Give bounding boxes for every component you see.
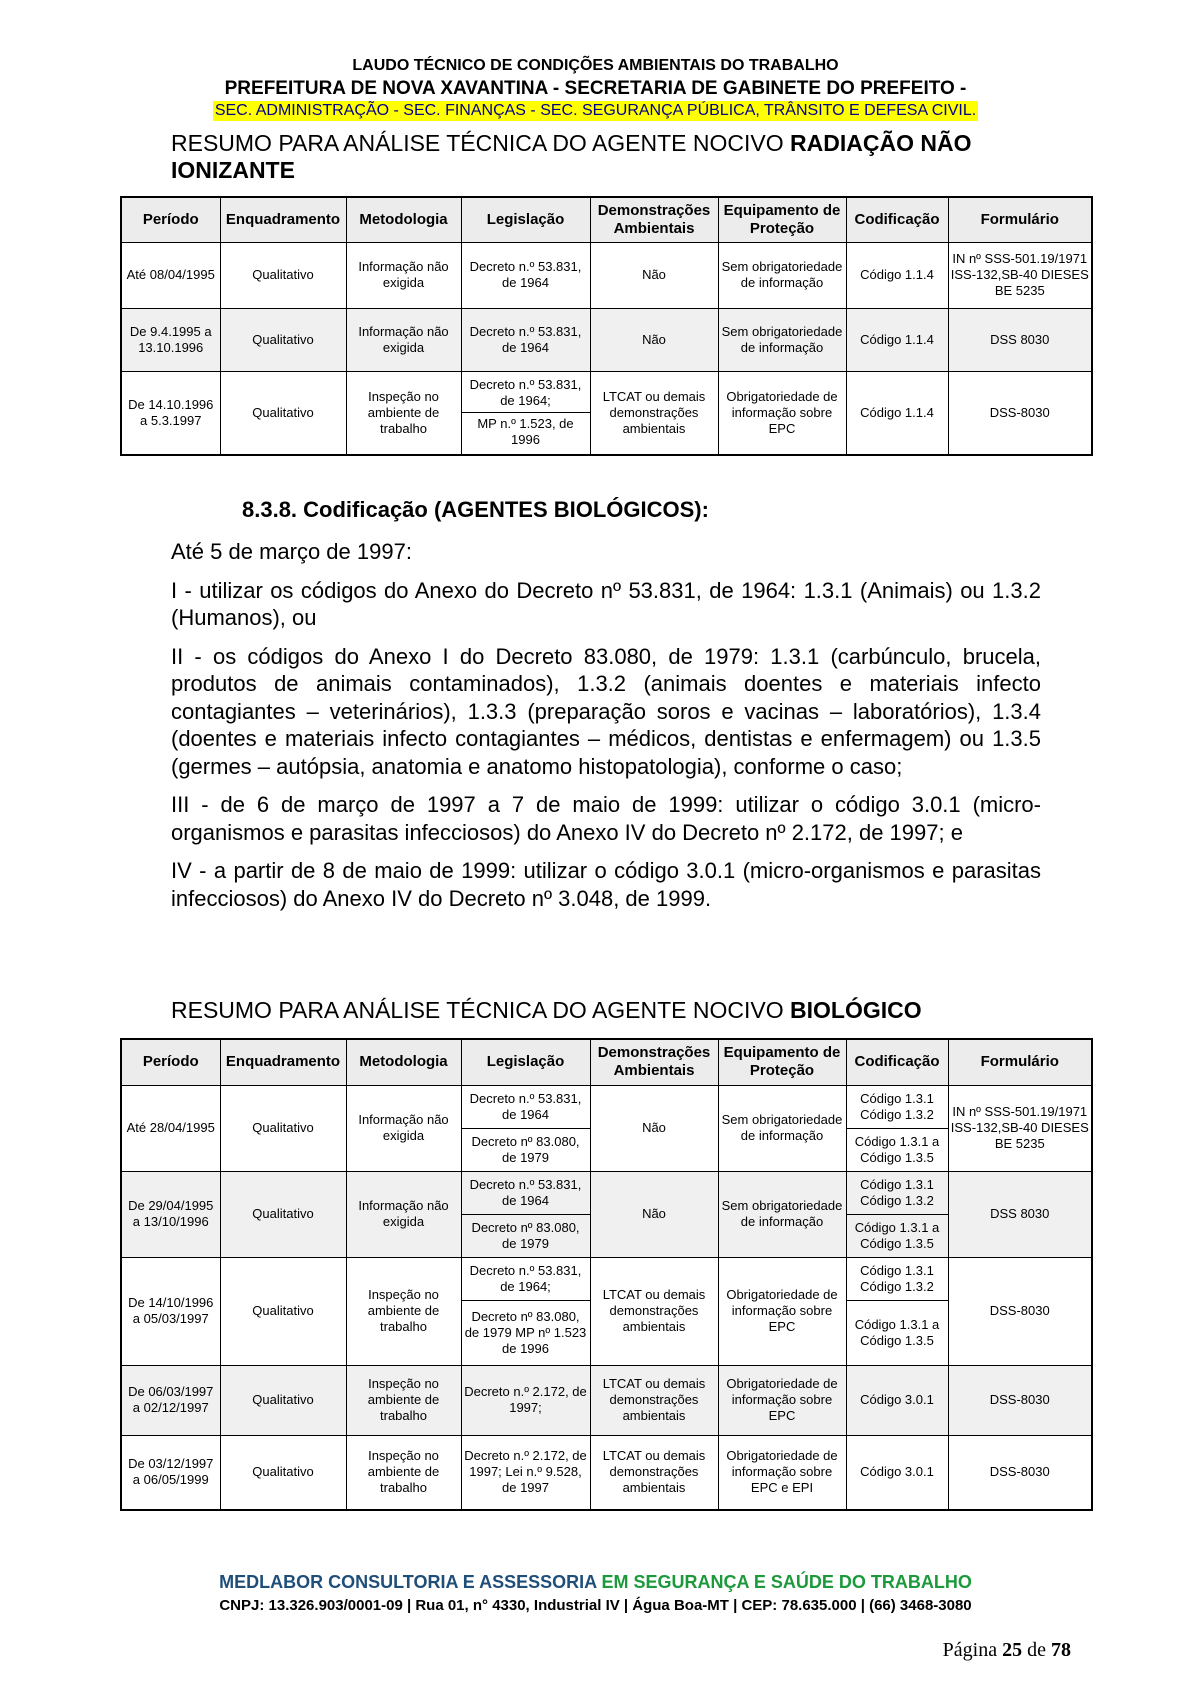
cell: LTCAT ou demais demonstrações ambientais xyxy=(590,1365,718,1435)
cell: Inspeção no ambiente de trabalho xyxy=(346,1257,461,1365)
section2-heading: 8.3.8. Codificação (AGENTES BIOLÓGICOS): xyxy=(242,497,709,522)
cell: LTCAT ou demais demonstrações ambientais xyxy=(590,371,718,455)
cell: LTCAT ou demais demonstrações ambientais xyxy=(590,1257,718,1365)
cell: Informação não exigida xyxy=(346,308,461,371)
cell: Código 1.1.4 xyxy=(846,242,948,308)
cell: Qualitativo xyxy=(220,371,346,455)
cell: Qualitativo xyxy=(220,1257,346,1365)
cell: Código 1.1.4 xyxy=(846,308,948,371)
section2-body xyxy=(171,538,1041,923)
cell: DSS-8030 xyxy=(948,1365,1092,1435)
col-formulario: Formulário xyxy=(948,197,1092,242)
divider xyxy=(462,412,590,413)
section1-title-plain: RESUMO PARA ANÁLISE TÉCNICA DO AGENTE NOCIVO xyxy=(171,130,791,156)
col-demonstracoes: Demonstrações Ambientais xyxy=(590,1039,718,1085)
cell: Obrigatoriedade de informação sobre EPC xyxy=(718,1365,846,1435)
cell: Qualitativo xyxy=(220,1365,346,1435)
page-of: de xyxy=(1022,1639,1051,1661)
header-line-3-wrap xyxy=(0,101,1191,121)
cell: Decreto n.º 53.831, de 1964 xyxy=(461,1171,590,1214)
cell: Decreto n.º 53.831, de 1964 xyxy=(461,308,590,371)
col-metodologia: Metodologia xyxy=(346,1039,461,1085)
page-current: 25 xyxy=(1002,1639,1023,1661)
table-row xyxy=(121,1257,1092,1300)
cell: De 06/03/1997 a 02/12/1997 xyxy=(121,1365,220,1435)
cell: Código 3.0.1 xyxy=(846,1435,948,1510)
cell: Qualitativo xyxy=(220,1435,346,1510)
cell: Sem obrigatoriedade de informação xyxy=(718,1085,846,1171)
cell: DSS-8030 xyxy=(948,1435,1092,1510)
footer-contact: CNPJ: 13.326.903/0001-09 | Rua 01, n° 4330, Industrial IV | Água Boa-MT | CEP: 78.635.000 | (66) 3468-3080 xyxy=(219,1597,972,1614)
section3-title-bold: BIOLÓGICO xyxy=(790,997,922,1023)
cell: Não xyxy=(590,308,718,371)
cell: De 29/04/1995 a 13/10/1996 xyxy=(121,1171,220,1257)
footer-company xyxy=(0,1572,1191,1593)
cell: Código 1.3.1 a Código 1.3.5 xyxy=(846,1300,948,1365)
table2-header-row xyxy=(121,1039,1092,1085)
paragraph: Até 5 de março de 1997: xyxy=(171,539,412,564)
page-label: Página xyxy=(942,1639,1003,1661)
paragraph: III - de 6 de março de 1997 a 7 de maio de 1999: utilizar o código 3.0.1 (micro-organismos e parasitas infecciosos) do Anexo IV do Decreto nº 2.172, de 1997; e xyxy=(171,792,1041,845)
cell: De 14/10/1996 a 05/03/1997 xyxy=(121,1257,220,1365)
table-row xyxy=(121,1171,1092,1214)
cell: Não xyxy=(590,1171,718,1257)
table-radiacao xyxy=(120,196,1093,456)
cell: Código 1.3.1 a Código 1.3.5 xyxy=(846,1128,948,1171)
cell: Código 3.0.1 xyxy=(846,1365,948,1435)
cell-text: Decreto n.º 53.831, de 1964; xyxy=(469,377,582,409)
col-formulario: Formulário xyxy=(948,1039,1092,1085)
cell: Informação não exigida xyxy=(346,1085,461,1171)
cell: De 14.10.1996 a 5.3.1997 xyxy=(121,371,220,455)
table-biologico xyxy=(120,1038,1093,1511)
col-periodo: Período xyxy=(121,1039,220,1085)
table-row xyxy=(121,308,1092,371)
col-enquadramento: Enquadramento xyxy=(220,1039,346,1085)
section1-title-bold: RADIAÇÃO NÃO IONIZANTE xyxy=(171,130,972,183)
col-codificacao: Codificação xyxy=(846,197,948,242)
cell: Código 1.1.4 xyxy=(846,371,948,455)
cell: IN nº SSS-501.19/1971 ISS-132,SB-40 DIESES BE 5235 xyxy=(948,1085,1092,1171)
cell: Decreto n.º 53.831, de 1964 xyxy=(461,242,590,308)
cell: Decreto nº 83.080, de 1979 MP nº 1.523 de 1996 xyxy=(461,1300,590,1365)
cell: IN nº SSS-501.19/1971 ISS-132,SB-40 DIESES BE 5235 xyxy=(948,242,1092,308)
cell: DSS-8030 xyxy=(948,1257,1092,1365)
col-legislacao: Legislação xyxy=(461,1039,590,1085)
page-number xyxy=(943,1639,1071,1662)
col-demonstracoes: Demonstrações Ambientais xyxy=(590,197,718,242)
cell: Decreto n.º 2.172, de 1997; Lei n.º 9.528, de 1997 xyxy=(461,1435,590,1510)
col-legislacao: Legislação xyxy=(461,197,590,242)
cell: Código 1.3.1 a Código 1.3.5 xyxy=(846,1214,948,1257)
cell: Código 1.3.1 Código 1.3.2 xyxy=(846,1257,948,1300)
cell: Qualitativo xyxy=(220,1171,346,1257)
cell: DSS-8030 xyxy=(948,371,1092,455)
header-line-2: PREFEITURA DE NOVA XAVANTINA - SECRETARIA DE GABINETE DO PREFEITO - xyxy=(224,78,967,99)
cell: De 03/12/1997 a 06/05/1999 xyxy=(121,1435,220,1510)
cell: Obrigatoriedade de informação sobre EPC e EPI xyxy=(718,1435,846,1510)
table-row xyxy=(121,371,1092,455)
page-total: 78 xyxy=(1051,1639,1071,1661)
section3-title xyxy=(171,997,1041,1024)
cell: DSS 8030 xyxy=(948,308,1092,371)
cell: Até 08/04/1995 xyxy=(121,242,220,308)
col-equipamento: Equipamento de Proteção xyxy=(718,197,846,242)
cell: Código 1.3.1 Código 1.3.2 xyxy=(846,1085,948,1128)
paragraph: II - os códigos do Anexo I do Decreto 83.080, de 1979: 1.3.1 (carbúnculo, brucela, produtos de animais contaminados), 1.3.2 (animais doentes e materiais infecto contagiantes – veterinários), 1.3.3 (preparação soros e vacinas – laboratórios), 1.3.4 (doentes e materiais infecto contagiantes – médicos, dentistas e enfermagem) ou 1.3.5 (germes – autópsia, anatomia e anatomo histopatologia), conforme o caso; xyxy=(171,643,1041,779)
cell: Sem obrigatoriedade de informação xyxy=(718,1171,846,1257)
cell: Obrigatoriedade de informação sobre EPC xyxy=(718,371,846,455)
cell: Código 1.3.1 Código 1.3.2 xyxy=(846,1171,948,1214)
cell: Informação não exigida xyxy=(346,242,461,308)
cell: Qualitativo xyxy=(220,242,346,308)
paragraph: IV - a partir de 8 de maio de 1999: utilizar o código 3.0.1 (micro-organismos e parasitas infecciosos) do Anexo IV do Decreto nº 3.048, de 1999. xyxy=(171,858,1041,911)
table-row xyxy=(121,1085,1092,1128)
cell: Decreto nº 83.080, de 1979 xyxy=(461,1214,590,1257)
cell: Sem obrigatoriedade de informação xyxy=(718,308,846,371)
table-row xyxy=(121,1435,1092,1510)
cell: Não xyxy=(590,242,718,308)
col-codificacao: Codificação xyxy=(846,1039,948,1085)
cell: Não xyxy=(590,1085,718,1171)
header-line-3: SEC. ADMINISTRAÇÃO - SEC. FINANÇAS - SEC. SEGURANÇA PÚBLICA, TRÂNSITO E DEFESA CIVIL. xyxy=(214,102,977,119)
cell: Qualitativo xyxy=(220,308,346,371)
col-periodo: Período xyxy=(121,197,220,242)
footer-company-blue: MEDLABOR CONSULTORIA E ASSESSORIA xyxy=(219,1572,597,1592)
section1-title xyxy=(171,130,1041,184)
cell: Inspeção no ambiente de trabalho xyxy=(346,1435,461,1510)
cell: Obrigatoriedade de informação sobre EPC xyxy=(718,1257,846,1365)
cell: Qualitativo xyxy=(220,1085,346,1171)
cell: Informação não exigida xyxy=(346,1171,461,1257)
col-metodologia: Metodologia xyxy=(346,197,461,242)
col-equipamento: Equipamento de Proteção xyxy=(718,1039,846,1085)
cell: Decreto n.º 53.831, de 1964 xyxy=(461,1085,590,1128)
cell: Até 28/04/1995 xyxy=(121,1085,220,1171)
col-enquadramento: Enquadramento xyxy=(220,197,346,242)
cell: Inspeção no ambiente de trabalho xyxy=(346,371,461,455)
header-line-1: LAUDO TÉCNICO DE CONDIÇÕES AMBIENTAIS DO TRABALHO xyxy=(352,57,839,74)
cell: Decreto nº 83.080, de 1979 xyxy=(461,1128,590,1171)
cell: DSS 8030 xyxy=(948,1171,1092,1257)
footer-company-green: EM SEGURANÇA E SAÚDE DO TRABALHO xyxy=(596,1572,972,1592)
table1-header-row xyxy=(121,197,1092,242)
cell: Sem obrigatoriedade de informação xyxy=(718,242,846,308)
cell-text: MP n.º 1.523, de 1996 xyxy=(477,416,574,448)
cell: Decreto n.º 2.172, de 1997; xyxy=(461,1365,590,1435)
table-row xyxy=(121,1365,1092,1435)
cell-legislacao-split xyxy=(461,371,590,455)
cell: LTCAT ou demais demonstrações ambientais xyxy=(590,1435,718,1510)
cell: De 9.4.1995 a 13.10.1996 xyxy=(121,308,220,371)
paragraph: I - utilizar os códigos do Anexo do Decreto nº 53.831, de 1964: 1.3.1 (Animais) ou 1.3.2 (Humanos), ou xyxy=(171,577,1041,630)
cell: Decreto n.º 53.831, de 1964; xyxy=(461,1257,590,1300)
cell: Inspeção no ambiente de trabalho xyxy=(346,1365,461,1435)
section3-title-plain: RESUMO PARA ANÁLISE TÉCNICA DO AGENTE NOCIVO xyxy=(171,997,791,1023)
table-row xyxy=(121,242,1092,308)
